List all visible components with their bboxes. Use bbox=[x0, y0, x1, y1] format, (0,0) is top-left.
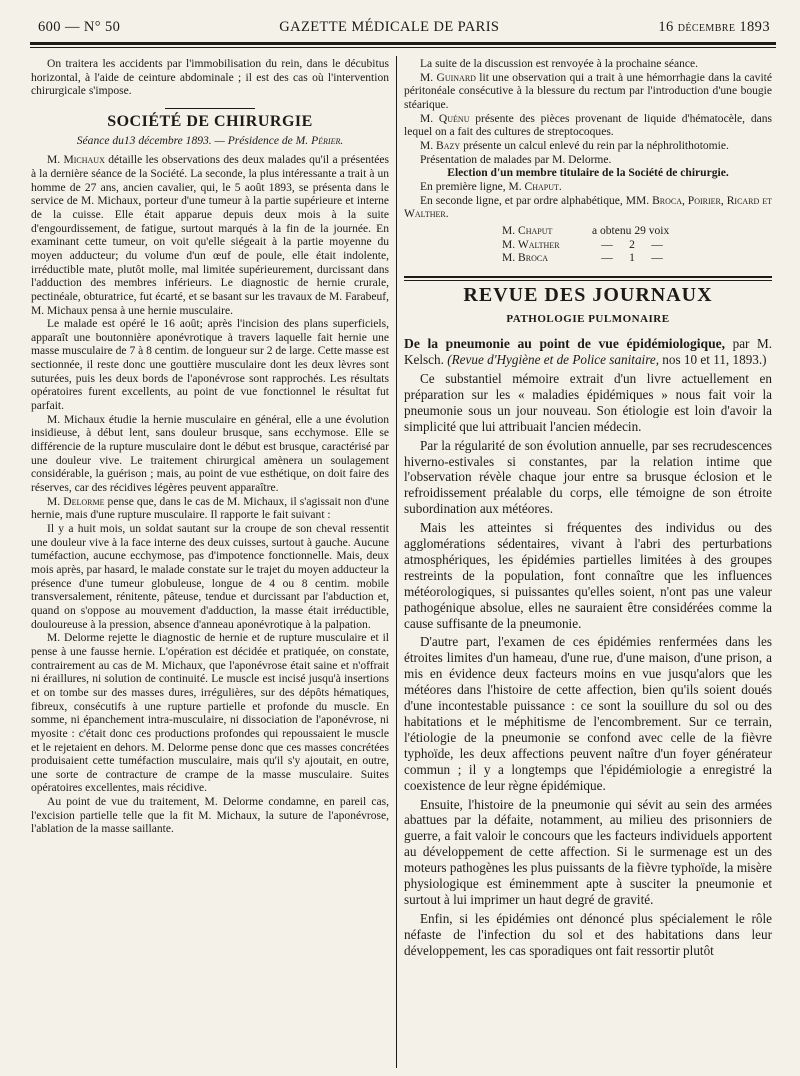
journal-title: GAZETTE MÉDICALE DE PARIS bbox=[279, 18, 500, 35]
article-heading bbox=[404, 336, 772, 368]
candidate-name: Chaput bbox=[524, 180, 559, 193]
article-body bbox=[404, 336, 772, 958]
vote-dash: — bbox=[651, 252, 663, 265]
header-rule bbox=[30, 42, 776, 45]
paragraph bbox=[404, 113, 772, 140]
vote-count: 1 bbox=[629, 252, 635, 265]
seance-prefix: Séance du bbox=[76, 134, 124, 147]
paragraph bbox=[404, 181, 772, 195]
vote-results bbox=[502, 225, 772, 266]
speaker-name: M. Bazy bbox=[420, 139, 461, 152]
page-number: 600 — N° 50 bbox=[38, 18, 121, 35]
paragraph-text: pense que, dans le cas de M. Michaux, il s'agissait non d'une hernie, mais d'une rupture musculaire. Il rapporte le fait suivant : bbox=[31, 495, 389, 522]
text: . bbox=[445, 208, 449, 221]
header-rule-thin bbox=[30, 47, 776, 48]
text: . bbox=[558, 180, 562, 193]
section-rule bbox=[165, 108, 255, 109]
right-column bbox=[404, 58, 772, 1070]
vote-count: 2 bbox=[629, 238, 635, 251]
seance-line: Séance du13 décembre 1893. — Présidence de M. Périer. bbox=[76, 134, 344, 147]
page-header bbox=[38, 14, 770, 40]
speaker-name: M. Guinard bbox=[420, 71, 476, 84]
speaker-name: M. Delorme bbox=[47, 495, 105, 508]
section-rule-thin bbox=[404, 280, 772, 281]
section-rule-thick bbox=[404, 276, 772, 278]
paragraph: D'autre part, l'examen de ces épidémies renfermées dans les étroites limites d'un hameau, d'une rue, d'une maison, d'une prison, a mis en évidence deux facteurs moins en vue jusqu'alors que les météores dans l'histoire de cette affection, bien qu'ils soient doués d'une incontestable puissance : ce sont la souillure du sol ou des habitations et le méphitisme de l'encombrement. Sur ce terrain, l'étiologie de la pneumonie se confond avec celle de la fièvre typhoïde, les deux affections peuvent naître d'un foyer générateur commun ; il y a longtemps que l'épidémiologie a enregistré la coexistence de leur règne épidémique. bbox=[404, 634, 772, 793]
seance-mid: . — Présidence de M. bbox=[208, 134, 312, 147]
paragraph: Enfin, si les épidémies ont dénoncé plus spécialement le rôle néfaste de l'infection du sol et des habitations dans leur développement, les cas sporadiques ont fait ressortir plutôt bbox=[404, 910, 772, 958]
rubric-title: PATHOLOGIE PULMONAIRE bbox=[506, 312, 670, 325]
article-issue: nos 10 et 11, 1893.) bbox=[659, 352, 767, 368]
vote-name: M. Chaput bbox=[502, 224, 553, 237]
paragraph bbox=[404, 140, 772, 154]
paragraph: M. Delorme rejette le diagnostic de hernie et de rupture musculaire et il pense à une fausse hernie. L'opération est décidée et pratiquée, on constate, contrairement au cas de M. Michaux, que l'aponévrose était saine et n'offrait ni éraillures, ni solution de continuité. Le muscle est incisé jusqu'à insertions et on tombe sur des masses dures, irrégulières, sur des dépôts hématiques, fibreux, consécutifs à une rupture partielle et profonde du muscle. En somme, ni épanchement intra-musculaire, ni dissociation de l'aponévrose, ni myosite : c'était donc ces productions profondes qui repoussaient le muscle et le rejetaient en dehors. M. Delorme pense donc que ces masses concrétées produisaient cette tuméfaction musculaire, mais qu'il s'y ajoutait, en outre, une sorte de contracture de crampe de la masse musculaire. Suites opératoires excellentes, mais récidive. bbox=[31, 632, 389, 795]
issue-date: 16 décembre 1893 bbox=[658, 18, 770, 35]
text: En seconde ligne, et par ordre alphabétique, MM. bbox=[420, 194, 653, 207]
paragraph-text: lit une observation qui a trait à une hémorrhagie dans la cavité péritonéale consécutive à la blessure du rectum par l'introduction d'une bougie stéarique. bbox=[404, 71, 772, 111]
paragraph: Par la régularité de son évolution annuelle, par ses recrudescences hiverno-estivales si constantes, par la relation intime que l'observation révèle chaque jour entre sa brusque éclosion et le refroidissement préalable du corps, elle témoigne de son étroite subordination aux météores. bbox=[404, 437, 772, 517]
paragraph: La suite de la discussion est renvoyée à la prochaine séance. bbox=[420, 58, 698, 70]
vote-dash: — bbox=[601, 238, 613, 251]
column-divider bbox=[396, 56, 397, 1068]
vote-row bbox=[502, 252, 772, 266]
vote-name: M. Walther bbox=[502, 238, 560, 251]
paragraph: Ensuite, l'histoire de la pneumonie qui sévit au sein des armées abattues par la défaite, notamment, au milieu des prisonniers de guerre, a fait valoir le concours que les facteurs individuels apportent au développement de cette affection. Si le surmenage est un des moteurs pathogènes les plus puissants de la fièvre typhoïde, la misère physiologique est éminemment apte à susciter la pneumonie et surtout à lui imprimer un haut degré de gravité. bbox=[404, 796, 772, 907]
election-title: Election d'un membre titulaire de la Société de chirurgie. bbox=[447, 167, 729, 180]
seance-date: 13 décembre 1893 bbox=[123, 134, 209, 147]
vote-text: a obtenu 29 voix bbox=[592, 224, 670, 237]
paragraph bbox=[404, 195, 772, 222]
vote-name: M. Broca bbox=[502, 252, 548, 265]
vote-dash: — bbox=[601, 252, 613, 265]
left-column bbox=[31, 58, 389, 1070]
paragraph: M. Michaux étudie la hernie musculaire en général, elle a une évolution insidieuse, à début lent, sans douleur brusque, sans ecchymose. Elle se différencie de la rupture musculaire dont le début est brusque, caractérisé par une douleur vive. Le traitement chirurgical amènera un soulagement considérable, la guérison ; mais, au point de vue esthétique, on doit faire des réserves, car des récidives légères peuvent apparaître. bbox=[31, 413, 389, 495]
vote-row bbox=[502, 225, 772, 239]
article-title: De la pneumonie au point de vue épidémiologique, bbox=[404, 336, 726, 352]
paragraph: Au point de vue du traitement, M. Delorme condamne, en pareil cas, l'excision partielle telle que la fit M. Michaux, la suture de l'aponévrose, l'ablation de la masse saillante. bbox=[31, 796, 389, 836]
intro-paragraph: On traitera les accidents par l'immobilisation du rein, dans le décubitus horizontal, à l'aide de ceinture abdominale ; il est des cas où l'intervention chirurgicale s'impose. bbox=[31, 58, 389, 98]
candidate-names: Broca, Poirier, Ricard et Walther bbox=[404, 194, 772, 221]
speaker-name: M. Michaux bbox=[47, 154, 105, 167]
article-source: (Revue d'Hygiène et de Police sanitaire, bbox=[447, 352, 659, 368]
article-author: par M. Kelsch. bbox=[404, 336, 772, 368]
paragraph bbox=[31, 496, 389, 523]
paragraph: Mais les atteintes si fréquentes des individus ou des agglomérations sédentaires, vivant à l'abri des perturbations atmosphériques, les épidémies partielles limitées à des groupes restreints de la population, font connaître que les influences météorologiques, si puissantes qu'elles soient, n'ont pas une valeur pathogénique absolue, elles ne sauraient être considérées comme la cause suffisante de la pneumonie. bbox=[404, 520, 772, 631]
paragraph: Il y a huit mois, un soldat sautant sur la croupe de son cheval ressentit une douleur vive à la face interne des deux cuisses, surtout à gauche. Aucune tuméfaction, aucune ecchymose, pas d'impotence fonctionnelle. Mais, deux mois après, par hasard, le malade constate sur le trajet du moyen adducteur la présence d'une tumeur globuleuse, longue de 4 ou 8 centim. mobile transversalement, rénitente, pâteuse, tendue et durcissant par l'abduction et, quand on s'oppose au mouvement d'adduction, la masse était irréductible, douloureuse à la pression, absence d'anneau aponévrotique à la palpation. bbox=[31, 523, 389, 631]
vote-row bbox=[502, 239, 772, 253]
revue-title: REVUE DES JOURNAUX bbox=[463, 283, 713, 306]
vote-dash: — bbox=[651, 238, 663, 251]
paragraph: Le malade est opéré le 16 août; après l'incision des plans superficiels, apparaît une boutonnière aponévrotique à travers laquelle fait hernie une masse musculaire de 7 à 8 centim. de longueur sur 2 de large. Cette masse est sectionnée, il reste donc une gouttière musculaire dont les deux lèvres sont suturées, puis les deux bords de l'aponévrose sont rapprochés. Les résultats opératoires furent excellents, au point de vue fonctionnel le résultat fut parfait. bbox=[31, 318, 389, 413]
paragraph-text: présente un calcul enlevé du rein par la néphrolithotomie. bbox=[460, 139, 729, 152]
speaker-name: M. Quénu bbox=[420, 112, 470, 125]
paragraph bbox=[31, 154, 389, 318]
paragraph-text: présente des pièces provenant de liquide d'hématocèle, dans lequel on a fait des cultures de streptocoques. bbox=[404, 112, 772, 139]
text: En première ligne, M. bbox=[420, 180, 525, 193]
paragraph bbox=[404, 72, 772, 113]
section-title: SOCIÉTÉ DE CHIRURGIE bbox=[107, 112, 313, 130]
seance-president: Périer bbox=[311, 134, 341, 147]
paragraph: Présentation de malades par M. Delorme. bbox=[420, 153, 612, 166]
paragraph: Ce substantiel mémoire extrait d'un livre actuellement en préparation sur les « maladies épidémiques » nous fait voir la pneumonie sous un jour nouveau. Son étiologie est loin d'avoir la simplicité que lui attribuait l'ancien médecin. bbox=[404, 370, 772, 434]
paragraph-text: détaille les observations des deux malades qu'il a présentées à la dernière séance de la Société. La seconde, la plus intéressante a trait à un homme de 27 ans, ancien cavalier, qui, le 5 août 1893, se présenta dans le service de M. Michaux, porteur d'une tumeur à la partie supérieure et interne de la cuisse. Elle était apparue depuis deux mois à la suite d'engourdissement, de fatigue, surtout marqués à la fin de la journée. En examinant cette tumeur, on voit qu'elle siégeait à la partie moyenne du moyen adducteur; du volume d'un œuf de poule, elle était indolente, irréductible mate, plutôt molle, mal limitée supérieurement, durcissant dans l'adduction des membres inférieurs. Le diagnostic de hernie crurale, pectinéale, obturatrice, fut écarté, et se basant sur les travaux de M. Farabeuf, M. Michaux pensa à une hernie musculaire. bbox=[31, 154, 389, 317]
